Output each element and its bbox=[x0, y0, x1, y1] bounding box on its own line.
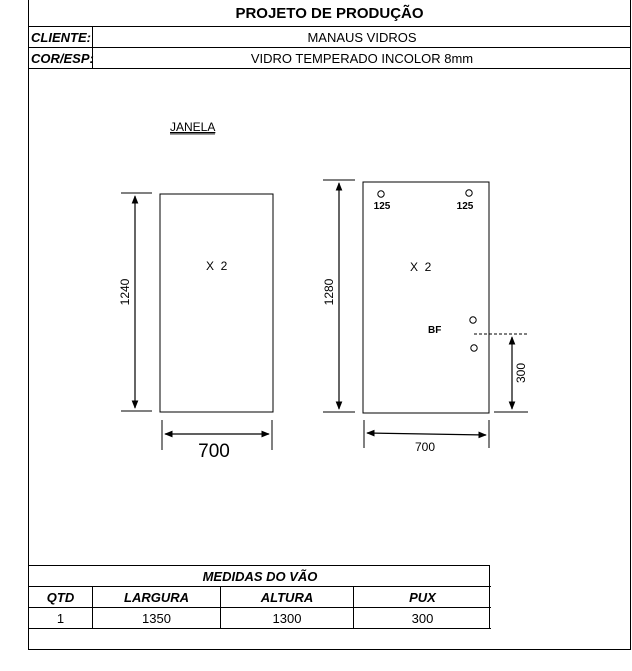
lock-hole-upper bbox=[470, 317, 476, 323]
client-value: MANAUS VIDROS bbox=[307, 29, 417, 45]
table-row bbox=[29, 608, 491, 629]
measures-header-row bbox=[29, 587, 491, 608]
lock-hole-lower bbox=[471, 345, 477, 351]
hole-top-left bbox=[378, 191, 384, 197]
lock-height-label: 300 bbox=[514, 362, 528, 384]
measures-table bbox=[28, 565, 490, 629]
hole-right-label: 125 bbox=[456, 201, 474, 212]
header-altura: ALTURA bbox=[221, 587, 354, 607]
cell-largura: 1350 bbox=[93, 608, 221, 628]
cell-qtd: 1 bbox=[29, 608, 93, 628]
color-label: COR/ESP: bbox=[28, 48, 93, 68]
section-label: JANELA bbox=[170, 120, 216, 134]
hole-top-right bbox=[466, 190, 472, 196]
glass-panel-b bbox=[363, 182, 489, 413]
panel-b-width-dimension bbox=[367, 433, 486, 435]
header-qtd: QTD bbox=[29, 587, 93, 607]
client-label: CLIENTE: bbox=[28, 27, 93, 47]
measures-title-row bbox=[29, 566, 491, 587]
lock-label: BF bbox=[428, 325, 442, 336]
cell-altura: 1300 bbox=[221, 608, 354, 628]
color-value: VIDRO TEMPERADO INCOLOR 8mm bbox=[250, 50, 474, 66]
measures-title: MEDIDAS DO VÃO bbox=[202, 568, 318, 584]
hole-left-label: 125 bbox=[373, 201, 391, 212]
panel-b-height-label: 1280 bbox=[322, 278, 336, 306]
panel-a-height-label: 1240 bbox=[118, 278, 132, 306]
panel-b-quantity: X 2 bbox=[410, 260, 432, 274]
cell-pux: 300 bbox=[411, 610, 434, 626]
glass-panel-a bbox=[160, 194, 273, 412]
header-largura: LARGURA bbox=[93, 587, 221, 607]
panel-a-quantity: X 2 bbox=[206, 259, 228, 273]
page-title: PROJETO DE PRODUÇÃO bbox=[235, 4, 424, 22]
panel-b-width-label: 700 bbox=[414, 440, 436, 454]
header-pux: PUX bbox=[409, 589, 436, 605]
panel-a-width-label: 700 bbox=[198, 441, 230, 462]
